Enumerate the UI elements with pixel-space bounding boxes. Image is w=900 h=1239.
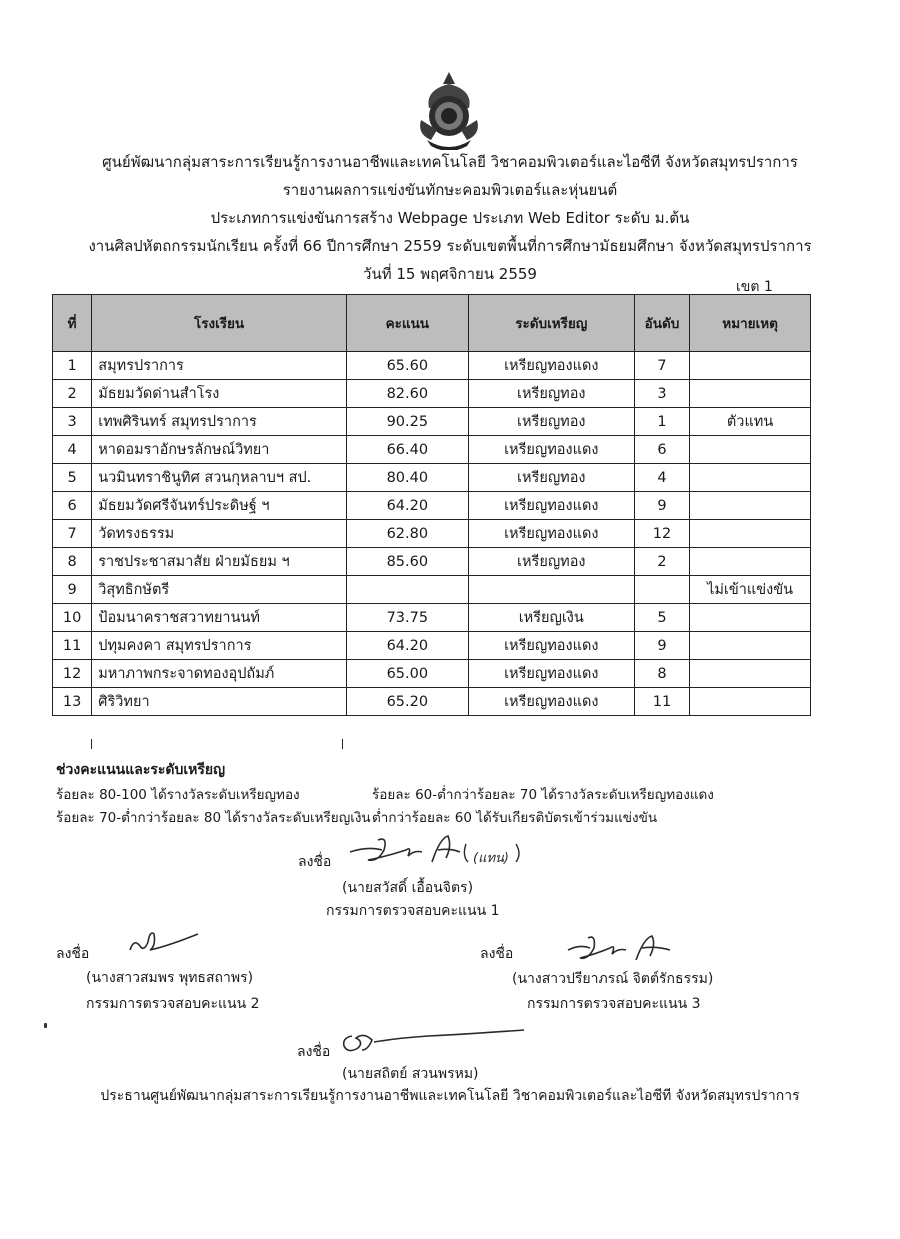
judge2-sign-label: ลงชื่อ: [56, 946, 90, 962]
cell-score: 64.20: [346, 492, 468, 520]
cell-no: 6: [53, 492, 92, 520]
cell-no: 5: [53, 464, 92, 492]
table-row: [53, 688, 811, 716]
cell-medal: เหรียญทองแดง: [468, 520, 634, 548]
cell-note: [690, 380, 811, 408]
cell-note: [690, 604, 811, 632]
cell-medal: เหรียญทอง: [468, 464, 634, 492]
cell-score: 90.25: [346, 408, 468, 436]
cell-no: 2: [53, 380, 92, 408]
col-header-score: คะแนน: [346, 295, 468, 352]
judge3-name: (นางสาวปรียาภรณ์ จิตต์รักธรรม): [512, 971, 714, 987]
cell-medal: เหรียญทองแดง: [468, 660, 634, 688]
criteria-gold: ร้อยละ 80-100 ได้รางวัลระดับเหรียญทอง: [56, 787, 300, 803]
criteria-silver: ร้อยละ 70-ต่ำกว่าร้อยละ 80 ได้รางวัลระดับเหรียญเงิน: [56, 810, 371, 826]
cell-score: 80.40: [346, 464, 468, 492]
chair-sign-label: ลงชื่อ: [297, 1044, 331, 1060]
cell-note: [690, 352, 811, 380]
cell-rank: 6: [634, 436, 689, 464]
cell-no: 12: [53, 660, 92, 688]
chair-name: (นายสถิตย์ สวนพรหม): [342, 1066, 479, 1082]
cell-note: [690, 688, 811, 716]
cell-no: 11: [53, 632, 92, 660]
cell-medal: เหรียญทองแดง: [468, 492, 634, 520]
cell-school: ราชประชาสมาสัย ฝ่ายมัธยม ฯ: [92, 548, 347, 576]
cell-note: [690, 436, 811, 464]
judge3-signature-icon: [566, 932, 676, 964]
cell-rank: 4: [634, 464, 689, 492]
cell-no: 1: [53, 352, 92, 380]
cell-score: 64.20: [346, 632, 468, 660]
cell-no: 4: [53, 436, 92, 464]
criteria-bronze: ร้อยละ 60-ต่ำกว่าร้อยละ 70 ได้รางวัลระดับเหรียญทองแดง: [372, 787, 714, 803]
cell-medal: เหรียญทองแดง: [468, 632, 634, 660]
cell-no: 8: [53, 548, 92, 576]
cell-rank: 5: [634, 604, 689, 632]
cell-note: ตัวแทน: [690, 408, 811, 436]
table-row: [53, 380, 811, 408]
cell-medal: เหรียญทองแดง: [468, 688, 634, 716]
table-row: [53, 632, 811, 660]
cell-rank: 9: [634, 492, 689, 520]
cell-note: [690, 632, 811, 660]
cell-score: 65.20: [346, 688, 468, 716]
cell-note: [690, 548, 811, 576]
col-header-medal: ระดับเหรียญ: [468, 295, 634, 352]
col-header-school: โรงเรียน: [92, 295, 347, 352]
table-row: [53, 604, 811, 632]
cell-medal: เหรียญทองแดง: [468, 436, 634, 464]
cell-score: 66.40: [346, 436, 468, 464]
cell-rank: 9: [634, 632, 689, 660]
criteria-participation: ต่ำกว่าร้อยละ 60 ได้รับเกียรติบัตรเข้าร่วมแข่งขัน: [372, 810, 658, 826]
cell-score: [346, 576, 468, 604]
cell-school: มัธยมวัดด่านสำโรง: [92, 380, 347, 408]
cell-medal: [468, 576, 634, 604]
cell-score: 65.60: [346, 352, 468, 380]
cell-score: 85.60: [346, 548, 468, 576]
cell-school: นวมินทราชินูทิศ สวนกุหลาบฯ สป.: [92, 464, 347, 492]
table-header-row: [53, 295, 811, 352]
cell-school: สมุทรปราการ: [92, 352, 347, 380]
judge1-handwritten-note: (แทน): [473, 851, 509, 866]
judge2-role: กรรมการตรวจสอบคะแนน 2: [86, 996, 260, 1012]
header-organization: ศูนย์พัฒนากลุ่มสาระการเรียนรู้การงานอาชีพและเทคโนโลยี วิชาคอมพิวเตอร์และไอซีที จังหวัดสมุทรปราการ: [102, 153, 798, 171]
cell-no: 13: [53, 688, 92, 716]
cell-medal: เหรียญทองแดง: [468, 352, 634, 380]
cell-school: ปทุมคงคา สมุทรปราการ: [92, 632, 347, 660]
judge2-signature-icon: [128, 924, 208, 958]
table-row: [53, 520, 811, 548]
cell-note: ไม่เข้าแข่งขัน: [690, 576, 811, 604]
judge1-sign-label: ลงชื่อ: [298, 854, 332, 870]
cell-note: [690, 492, 811, 520]
cell-score: 65.00: [346, 660, 468, 688]
chair-signature-icon: [338, 1022, 528, 1056]
cell-school: มหาภาพกระจาดทองอุปถัมภ์: [92, 660, 347, 688]
cell-no: 10: [53, 604, 92, 632]
results-table: [52, 294, 811, 716]
cell-medal: เหรียญทอง: [468, 408, 634, 436]
header-report-title: รายงานผลการแข่งขันทักษะคอมพิวเตอร์และหุ่นยนต์: [282, 181, 618, 199]
cell-school: ป้อมนาคราชสวาทยานนท์: [92, 604, 347, 632]
table-tail-line: [342, 739, 343, 749]
cell-rank: 3: [634, 380, 689, 408]
chair-role: ประธานศูนย์พัฒนากลุ่มสาระการเรียนรู้การงานอาชีพและเทคโนโลยี วิชาคอมพิวเตอร์และไอซีที จังหวัดสมุทรปราการ: [100, 1088, 800, 1104]
criteria-title: ช่วงคะแนนและระดับเหรียญ: [56, 762, 226, 778]
judge1-signature-icon: [348, 832, 548, 872]
cell-rank: 11: [634, 688, 689, 716]
cell-rank: 7: [634, 352, 689, 380]
cell-score: 62.80: [346, 520, 468, 548]
cell-note: [690, 660, 811, 688]
district-label: เขต 1: [736, 279, 773, 295]
cell-rank: 2: [634, 548, 689, 576]
table-row: [53, 408, 811, 436]
cell-school: ศิริวิทยา: [92, 688, 347, 716]
cell-no: 7: [53, 520, 92, 548]
cell-rank: [634, 576, 689, 604]
header-competition-type: ประเภทการแข่งขันการสร้าง Webpage ประเภท Web Editor ระดับ ม.ต้น: [210, 209, 690, 227]
cell-rank: 12: [634, 520, 689, 548]
cell-note: [690, 520, 811, 548]
table-row: [53, 436, 811, 464]
cell-no: 3: [53, 408, 92, 436]
cell-rank: 8: [634, 660, 689, 688]
header-event: งานศิลปหัตถกรรมนักเรียน ครั้งที่ 66 ปีการศึกษา 2559 ระดับเขตพื้นที่การศึกษามัธยมศึกษา จังหวัดสมุทรปราการ: [88, 237, 812, 255]
cell-medal: เหรียญเงิน: [468, 604, 634, 632]
col-header-no: ที่: [53, 295, 92, 352]
judge3-sign-label: ลงชื่อ: [480, 946, 514, 962]
judge1-role: กรรมการตรวจสอบคะแนน 1: [326, 903, 500, 919]
institution-emblem-icon: [415, 70, 483, 150]
cell-score: 82.60: [346, 380, 468, 408]
cell-medal: เหรียญทอง: [468, 548, 634, 576]
col-header-note: หมายเหตุ: [690, 295, 811, 352]
cell-no: 9: [53, 576, 92, 604]
table-row: [53, 352, 811, 380]
cell-school: วิสุทธิกษัตรี: [92, 576, 347, 604]
cell-school: เทพศิรินทร์ สมุทรปราการ: [92, 408, 347, 436]
table-row: [53, 548, 811, 576]
table-row: [53, 576, 811, 604]
table-tail-line: [91, 739, 92, 749]
scan-mark: [44, 1023, 47, 1028]
judge3-role: กรรมการตรวจสอบคะแนน 3: [527, 996, 701, 1012]
table-row: [53, 660, 811, 688]
header-date: วันที่ 15 พฤศจิกายน 2559: [363, 265, 537, 283]
cell-note: [690, 464, 811, 492]
table-row: [53, 464, 811, 492]
cell-school: มัธยมวัดศรีจันทร์ประดิษฐ์ ฯ: [92, 492, 347, 520]
judge1-name: (นายสวัสดิ์ เอื้อนจิตร): [342, 880, 474, 896]
col-header-rank: อันดับ: [634, 295, 689, 352]
table-row: [53, 492, 811, 520]
cell-rank: 1: [634, 408, 689, 436]
cell-school: หาดอมราอักษรลักษณ์วิทยา: [92, 436, 347, 464]
cell-medal: เหรียญทอง: [468, 380, 634, 408]
cell-school: วัดทรงธรรม: [92, 520, 347, 548]
judge2-name: (นางสาวสมพร พุทธสถาพร): [86, 970, 254, 986]
cell-score: 73.75: [346, 604, 468, 632]
